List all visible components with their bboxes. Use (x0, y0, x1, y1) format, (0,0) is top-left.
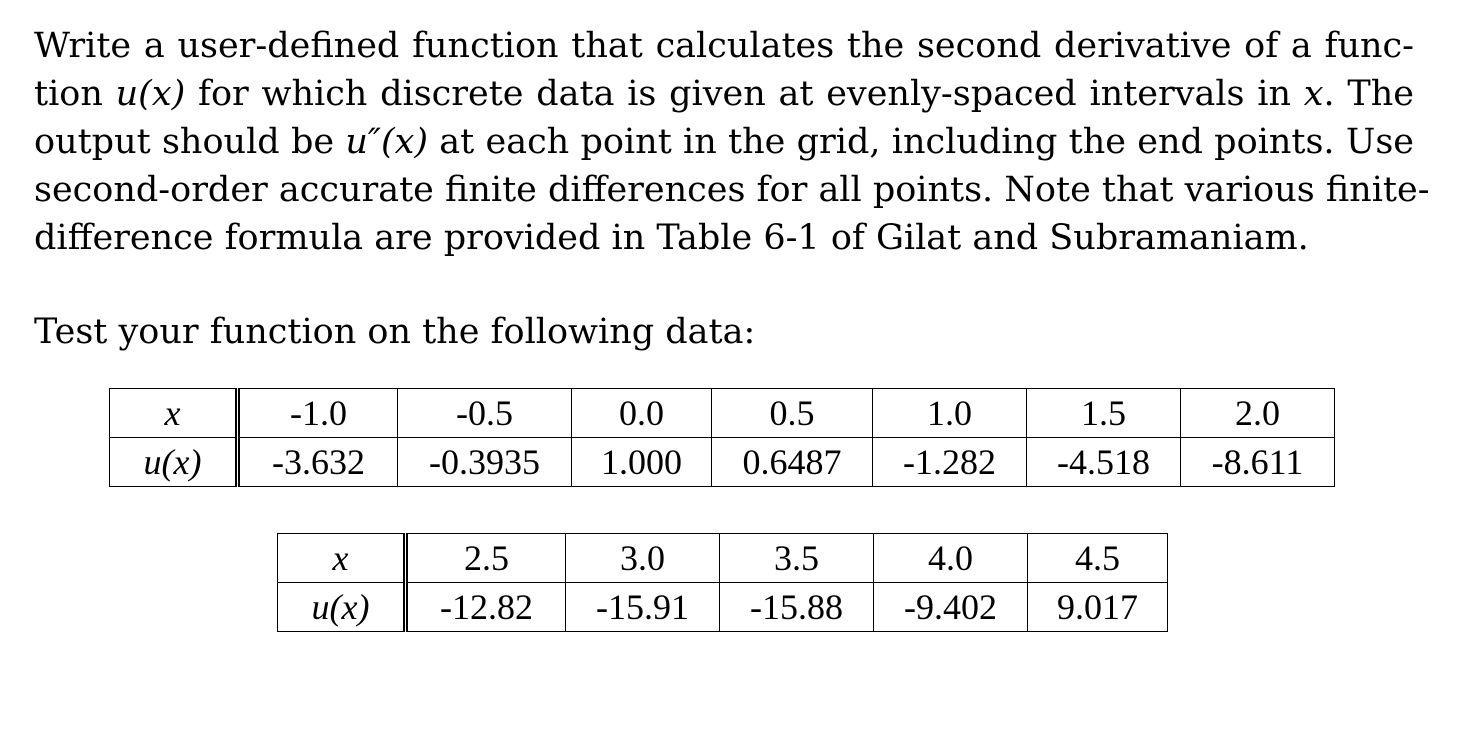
table-cell: -15.91 (566, 583, 720, 632)
problem-line-5: difference formula are provided in Table 6-1 of Gilat and Subramaniam. (34, 218, 1309, 258)
data-table-1 (109, 388, 1335, 487)
table-cell: 3.5 (720, 534, 874, 583)
table-cell: 9.017 (1028, 583, 1168, 632)
text-segment: . The (1323, 74, 1414, 114)
table-cell: 4.5 (1028, 534, 1168, 583)
problem-line-1: Write a user-defined function that calculates the second derivative of a func- (34, 26, 1414, 66)
math-x: x (1303, 74, 1324, 114)
test-instruction-text: Test your function on the following data: (34, 312, 756, 352)
problem-line-2 (34, 70, 1414, 118)
table-cell: 2.5 (406, 534, 566, 583)
table-cell: 3.0 (566, 534, 720, 583)
row-label-u: u(x) (278, 583, 406, 632)
row-label-x: x (110, 389, 238, 438)
row-label-x: x (278, 534, 406, 583)
table-cell: 2.0 (1181, 389, 1335, 438)
math-u-double-prime: u″(x) (345, 122, 429, 162)
problem-line-3 (34, 118, 1414, 166)
row-label-u: u(x) (110, 438, 238, 487)
table-cell: -12.82 (406, 583, 566, 632)
table-row-x (278, 534, 1168, 583)
text-segment: at each point in the grid, including the end points. Use (428, 122, 1414, 162)
table-cell: -3.632 (238, 438, 398, 487)
table-cell: 4.0 (874, 534, 1028, 583)
text-segment: tion (34, 74, 116, 114)
table-cell: 1.5 (1027, 389, 1181, 438)
table-cell: -8.611 (1181, 438, 1335, 487)
data-table-2 (277, 533, 1168, 632)
table-cell: 1.000 (572, 438, 712, 487)
table-cell: -9.402 (874, 583, 1028, 632)
text-segment: output should be (34, 122, 346, 162)
table-cell: 1.0 (873, 389, 1027, 438)
test-instruction (34, 308, 1414, 356)
problem-statement (34, 22, 1430, 262)
problem-line-4: second-order accurate finite differences for all points. Note that various finite- (34, 170, 1430, 210)
text-segment: for which discrete data is given at evenly-spaced intervals in (185, 74, 1304, 114)
table-row-x (110, 389, 1335, 438)
math-u-of-x: u(x) (115, 74, 186, 114)
table-cell: -15.88 (720, 583, 874, 632)
table-cell: -4.518 (1027, 438, 1181, 487)
table-cell: 0.5 (712, 389, 873, 438)
table-cell: 0.6487 (712, 438, 873, 487)
table-cell: -1.0 (238, 389, 398, 438)
table-cell: -1.282 (873, 438, 1027, 487)
table-cell: 0.0 (572, 389, 712, 438)
table-row-u (278, 583, 1168, 632)
table-cell: -0.5 (398, 389, 572, 438)
table-cell: -0.3935 (398, 438, 572, 487)
table-row-u (110, 438, 1335, 487)
